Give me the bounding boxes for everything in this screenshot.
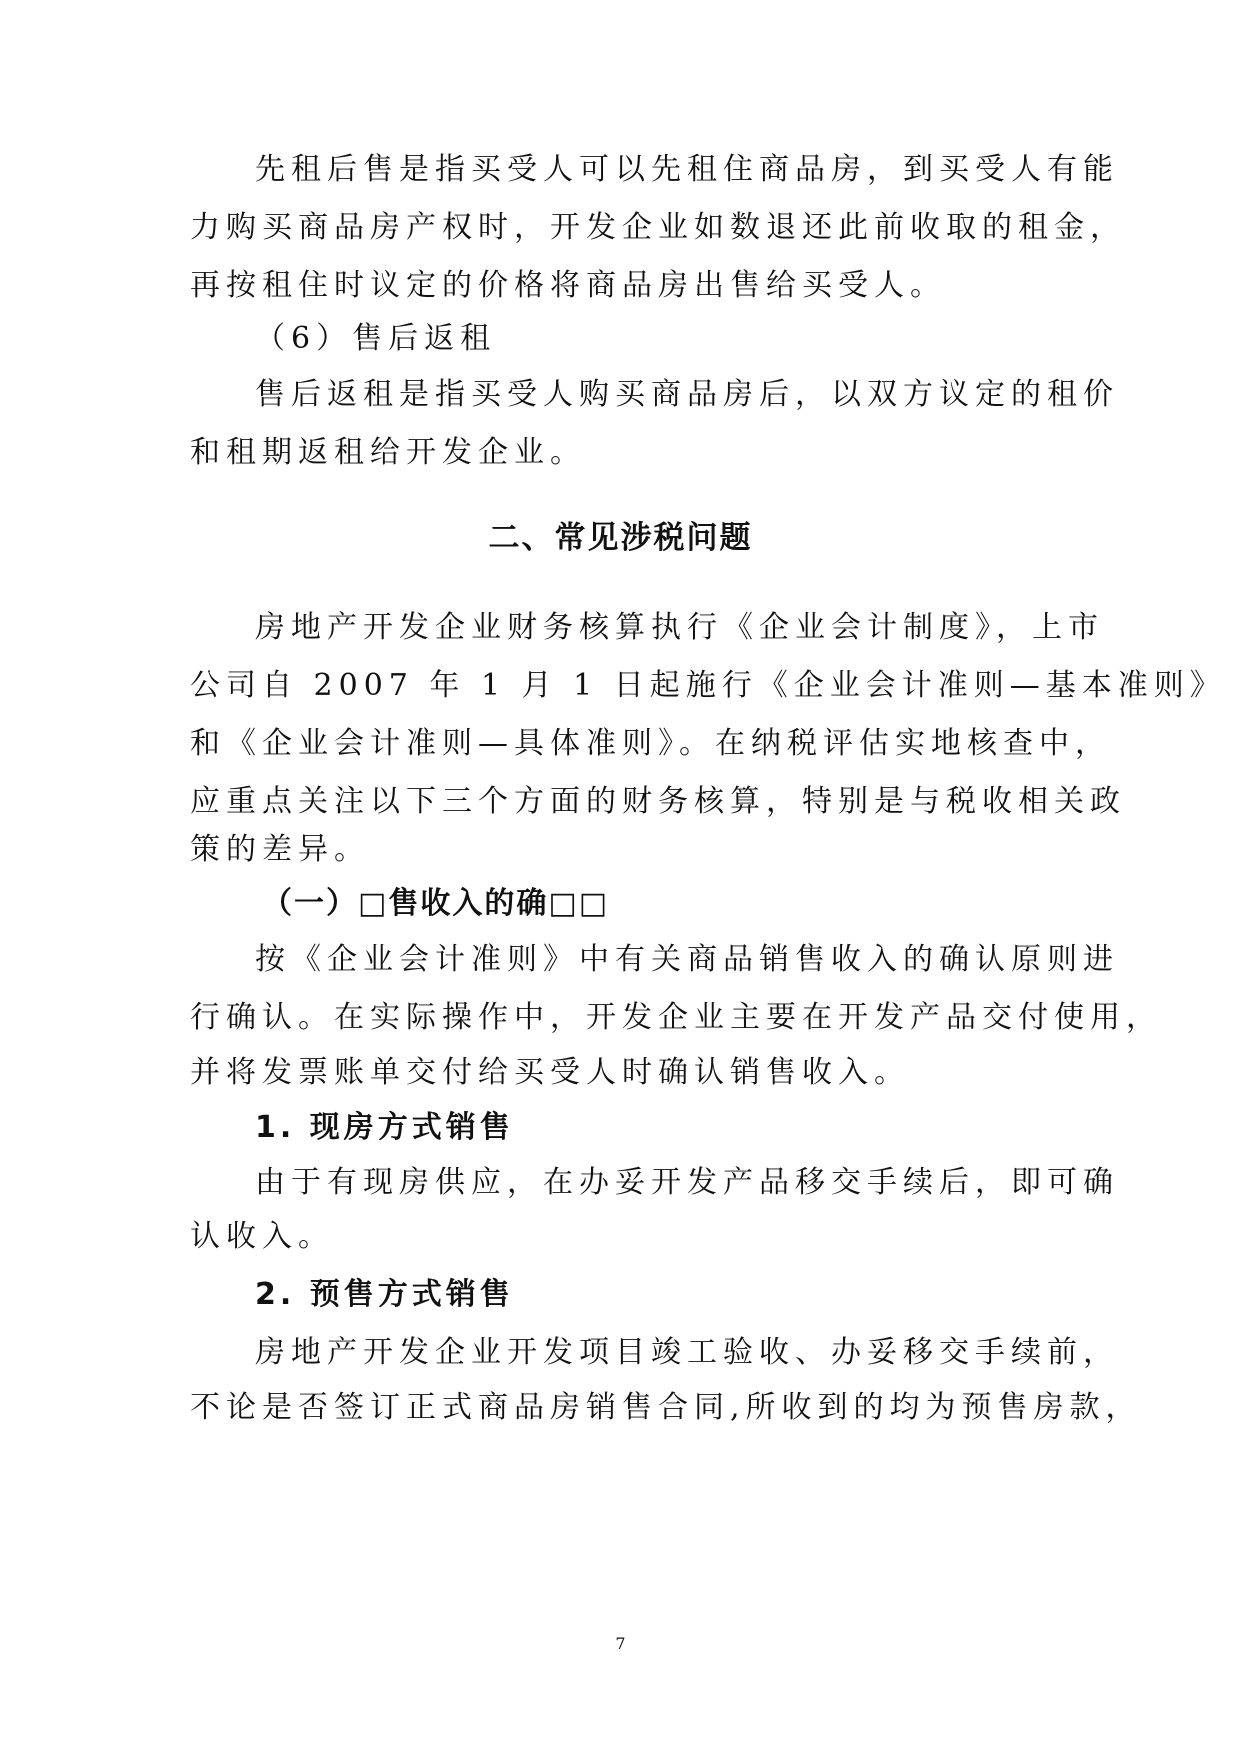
paragraph-line: 和租期返租给开发企业。 (190, 435, 586, 470)
paragraph-line: 力购买商品房产权时，开发企业如数退还此前收取的租金， (190, 210, 1126, 245)
paragraph-line: 公司自 2007 年 1 月 1 日起施行《企业会计准则—基本准则》 (190, 668, 1226, 703)
paragraph-line: 售后返租是指买受人购买商品房后，以双方议定的租价 (255, 377, 1119, 412)
paragraph-line: 认收入。 (190, 1219, 334, 1254)
numbered-heading: 2. 预售方式销售 (255, 1277, 514, 1312)
paragraph-line: 行确认。在实际操作中，开发企业主要在开发产品交付使用， (190, 1000, 1162, 1035)
item-heading: （6）售后返租 (255, 321, 497, 356)
section-title: 二、常见涉税问题 (488, 520, 753, 556)
paragraph-line: 房地产开发企业财务核算执行《企业会计制度》，上市 (255, 610, 1104, 645)
paragraph-line: 和《企业会计准则—具体准则》。在纳税评估实地核查中， (190, 726, 1111, 761)
page-number: 7 (615, 1634, 626, 1653)
paragraph-line: 策的差异。 (190, 832, 370, 867)
subsection-title: （一）□售收入的确□□ (262, 886, 610, 921)
paragraph-line: 按《企业会计准则》中有关商品销售收入的确认原则进 (255, 942, 1119, 977)
paragraph-line: 先租后售是指买受人可以先租住商品房，到买受人有能 (255, 152, 1119, 187)
paragraph-line: 并将发票账单交付给买受人时确认销售收入。 (190, 1055, 910, 1090)
paragraph-line: 再按租住时议定的价格将商品房出售给买受人。 (190, 268, 946, 303)
numbered-heading: 1. 现房方式销售 (255, 1110, 514, 1145)
paragraph-line: 由于有现房供应，在办妥开发产品移交手续后，即可确 (255, 1165, 1119, 1200)
paragraph-line: 应重点关注以下三个方面的财务核算，特别是与税收相关政 (190, 784, 1126, 819)
paragraph-line: 不论是否签订正式商品房销售合同,所收到的均为预售房款， (190, 1390, 1142, 1425)
paragraph-line: 房地产开发企业开发项目竣工验收、办妥移交手续前， (255, 1335, 1119, 1370)
